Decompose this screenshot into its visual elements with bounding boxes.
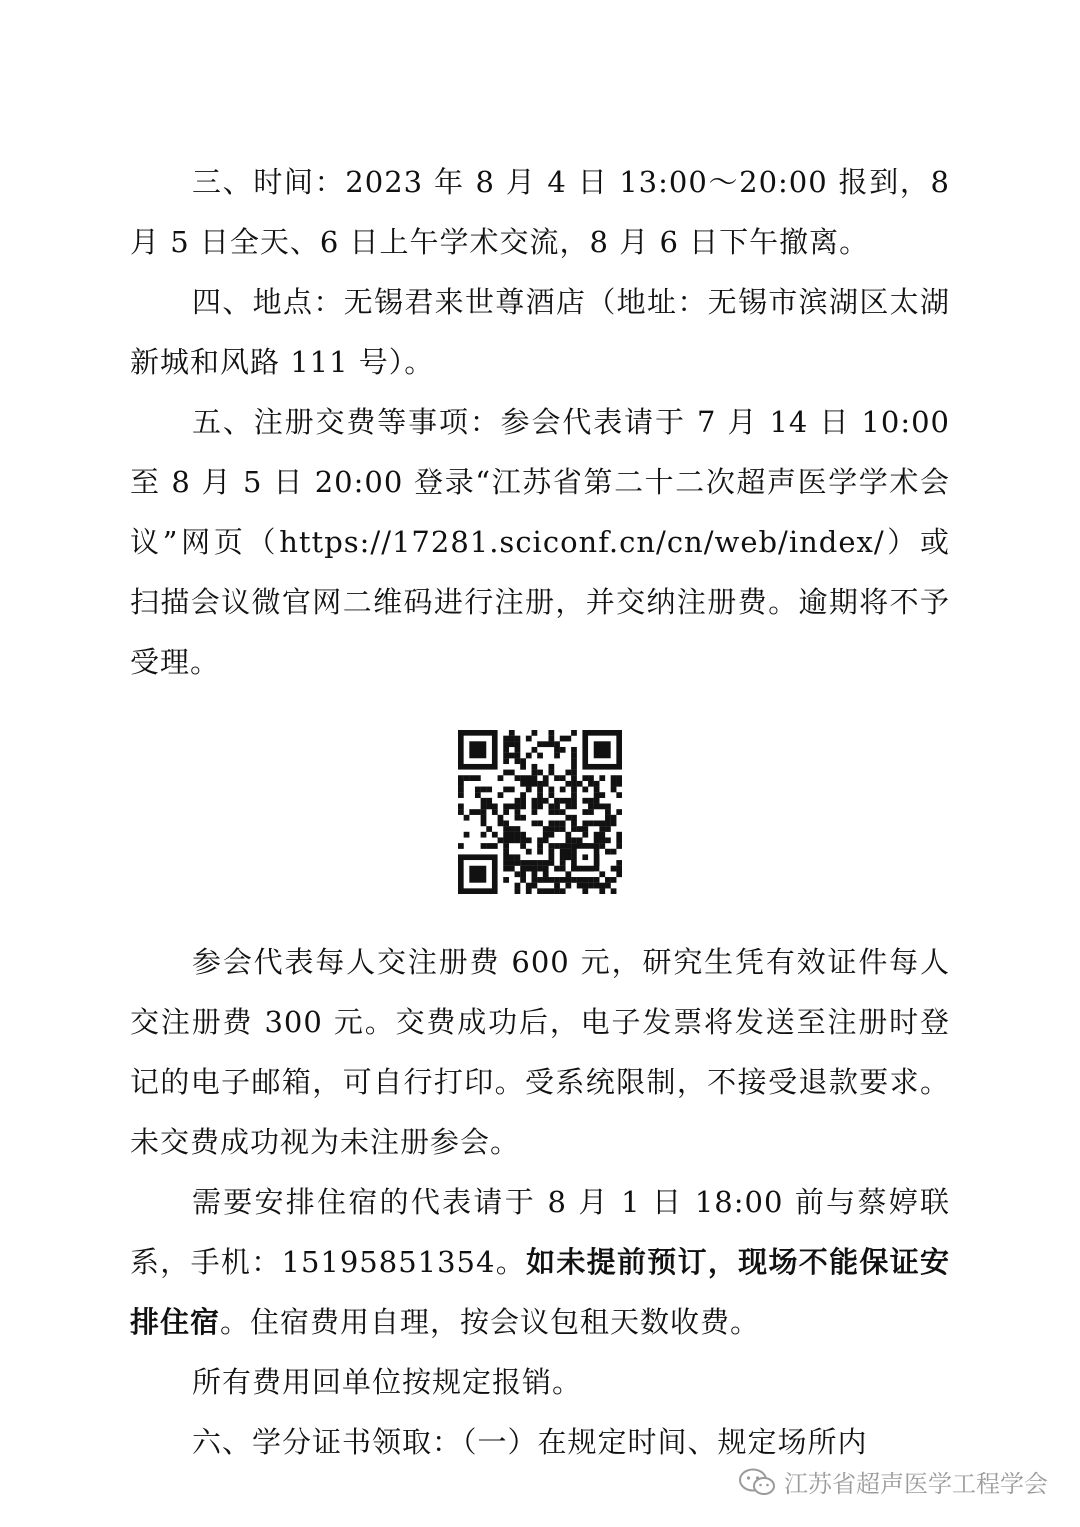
paragraph-location: 四、地点：无锡君来世尊酒店（地址：无锡市滨湖区太湖新城和风路 111 号）。 [130,285,950,379]
qr-code-container [130,692,950,932]
paragraph-reimbursement: 所有费用回单位按规定报销。 [192,1365,583,1399]
wechat-icon [738,1467,776,1497]
accommodation-text: 需要安排住宿的代表请于 8 月 1 日 18:00 前与蔡婷联系，手机：15195851354。 [130,1185,950,1279]
watermark [738,1464,1048,1499]
accommodation-text-end: 。住宿费用自理，按会议包租天数收费。 [220,1305,761,1339]
accommodation-warning: 如未提前预订，现场不能保证安排住宿 [130,1245,950,1339]
paragraph-fees: 参会代表每人交注册费 600 元，研究生凭有效证件每人交注册费 300 元。交费成功后，电子发票将发送至注册时登记的电子邮箱，可自行打印。受系统限制，不接受退款要求。未交费成功视为未注册参会。 [130,945,950,1159]
paragraph-time: 三、时间：2023 年 8 月 4 日 13:00～20:00 报到，8 月 5 日全天、6 日上午学术交流，8 月 6 日下午撤离。 [130,165,950,259]
paragraph-accommodation [130,1172,950,1352]
paragraph-credits: 六、学分证书领取：（一）在规定时间、规定场所内 [192,1425,868,1459]
qr-code-icon[interactable] [458,730,622,894]
document-body [130,152,950,1472]
paragraph-registration: 五、注册交费等事项：参会代表请于 7 月 14 日 10:00 至 8 月 5 日 20:00 登录“江苏省第二十二次超声医学学术会议”网页（https://17281.sciconf.cn/cn/web/index/）或扫描会议微官网二维码进行注册，并交纳注册费。逾期将不予受理。 [130,405,950,679]
watermark-text: 江苏省超声医学工程学会 [784,1470,1048,1498]
